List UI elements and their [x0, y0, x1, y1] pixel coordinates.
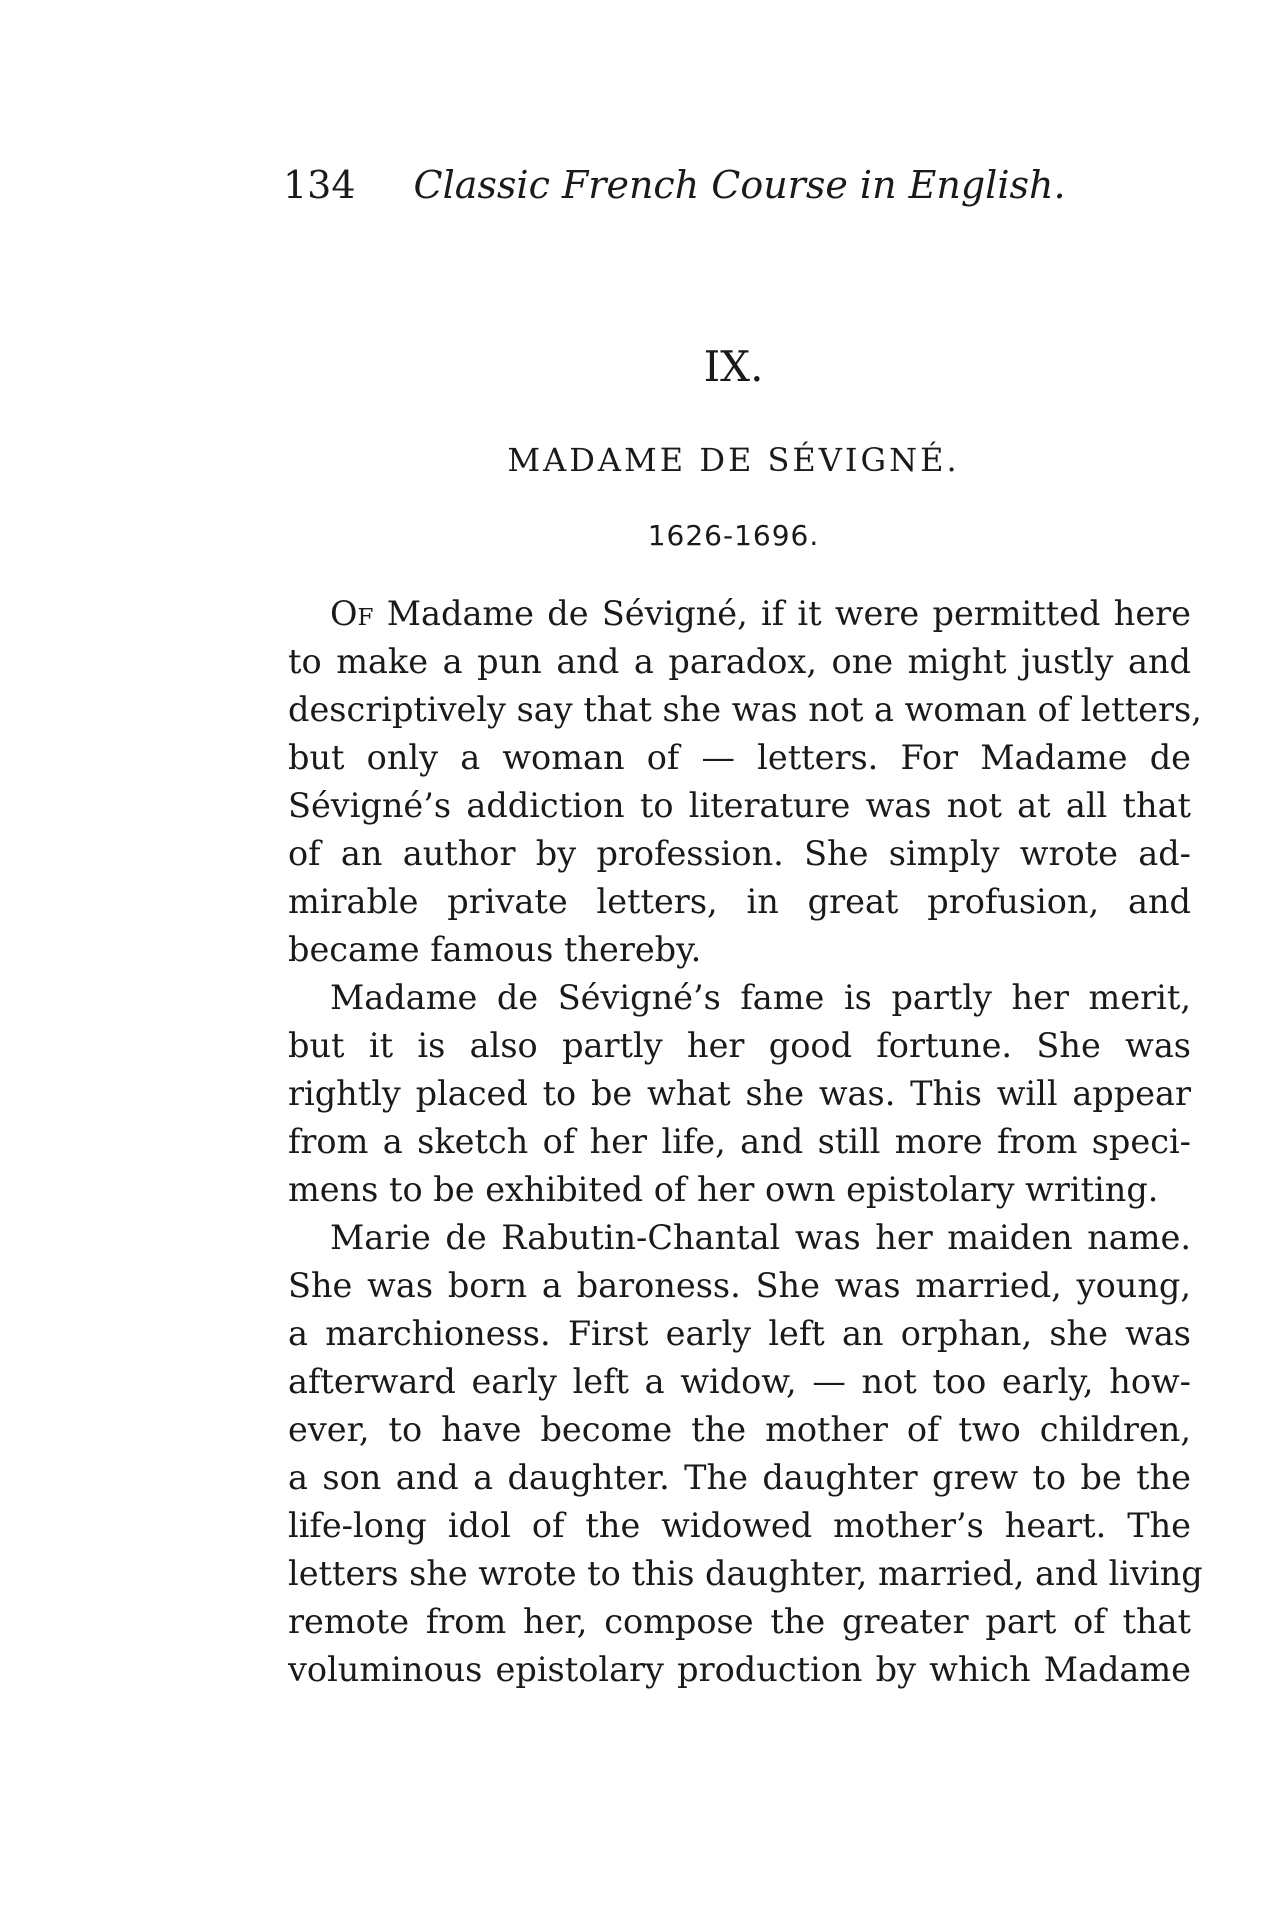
text-line: but only a woman of — letters. For Madame de — [288, 738, 1191, 777]
running-head — [283, 160, 1103, 210]
text-line: Of Madame de Sévigné, if it were permitted here — [330, 594, 1191, 633]
text-line: afterward early left a widow, — not too early, how- — [288, 1362, 1191, 1401]
text-line: life-long idol of the widowed mother’s heart. The — [288, 1506, 1191, 1545]
text-line: rightly placed to be what she was. This will appear — [288, 1074, 1191, 1113]
text-line: voluminous epistolary production by which Madame — [288, 1650, 1191, 1689]
chapter-number: IX. — [703, 342, 764, 391]
page-number: 134 — [283, 163, 356, 207]
text-line: to make a pun and a paradox, one might justly and — [288, 642, 1191, 681]
text-line: Madame de Sévigné’s fame is partly her merit, — [330, 978, 1191, 1017]
chapter-title: MADAME DE SÉVIGNÉ. — [507, 441, 960, 479]
text-line: mirable private letters, in great profusion, and — [288, 882, 1191, 921]
text-line: ever, to have become the mother of two children, — [288, 1410, 1191, 1449]
text-line: Sévigné’s addiction to literature was not at all that — [288, 786, 1191, 825]
text-line: Marie de Rabutin-Chantal was her maiden name. — [330, 1218, 1191, 1257]
text-line: of an author by profession. She simply wrote ad- — [288, 834, 1191, 873]
text-line: letters she wrote to this daughter, married, and living — [288, 1554, 1203, 1593]
text-line: but it is also partly her good fortune. She was — [288, 1026, 1191, 1065]
text-line: She was born a baroness. She was married, young, — [288, 1266, 1191, 1305]
text-line: a marchioness. First early left an orphan, she was — [288, 1314, 1191, 1353]
text-line: remote from her, compose the greater part of that — [288, 1602, 1191, 1641]
paragraph-3 — [288, 1214, 1203, 1694]
drop-word: Of — [330, 594, 374, 633]
running-title: Classic French Course in English. — [413, 163, 1066, 207]
chapter-dates: 1626-1696. — [647, 519, 820, 552]
text-line: a son and a daughter. The daughter grew to be the — [288, 1458, 1191, 1497]
text-line: became famous thereby. — [288, 930, 702, 969]
paragraph-1 — [288, 590, 1202, 974]
text-line: from a sketch of her life, and still more from speci- — [288, 1122, 1191, 1161]
body-text — [288, 590, 1203, 1694]
text-line: mens to be exhibited of her own epistolary writing. — [288, 1170, 1159, 1209]
paragraph-2 — [288, 974, 1191, 1214]
text-line: descriptively say that she was not a woman of letters, — [288, 690, 1202, 729]
